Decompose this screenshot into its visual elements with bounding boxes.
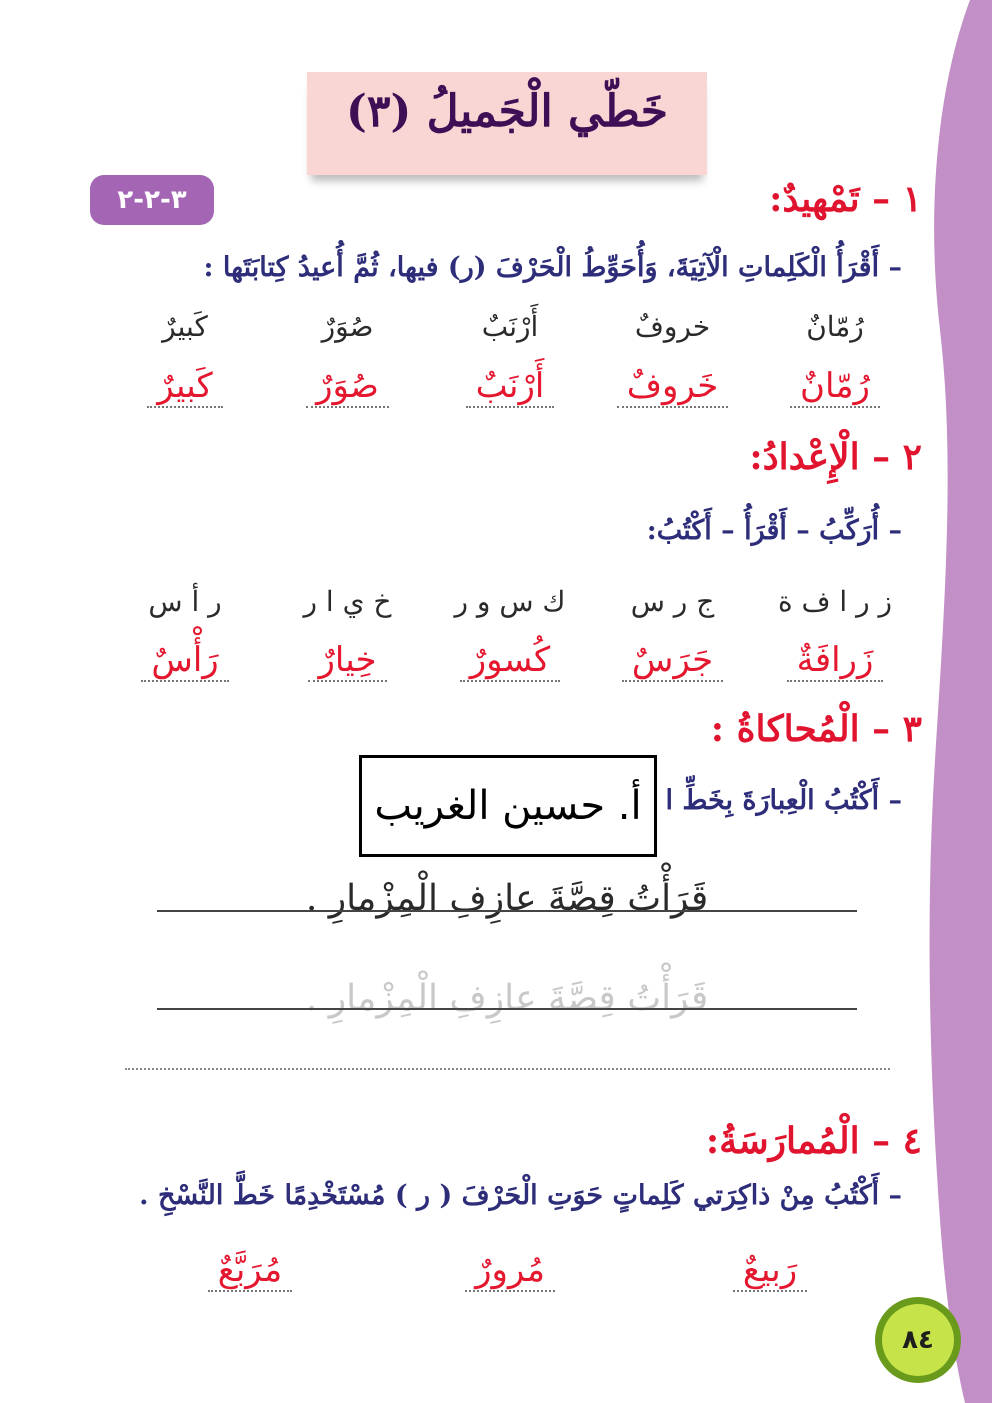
section3-heading: ٣ – الْمُحاكاةُ : (710, 708, 922, 750)
writing-line (157, 910, 857, 912)
print-word: رُمّانٌ (806, 310, 864, 343)
print-word: صُوَرٌ (321, 310, 374, 343)
answer-word: كَبيرٌ (147, 366, 222, 408)
answer-word: أَرْنَبٌ (466, 366, 555, 408)
answer-word: مُرورٌ (465, 1250, 555, 1292)
letter-group: ك س و ر (454, 585, 566, 618)
lesson-code-badge: ٣-٢-٢ (90, 175, 214, 225)
section1-heading: ١ – تَمْهيدٌ: (769, 178, 922, 220)
section1-answer-row (110, 366, 910, 408)
letter-group: ج ر س (630, 585, 715, 618)
page-number: ٨٤ (882, 1304, 954, 1376)
letter-group: خ ي ا ر (303, 585, 392, 618)
print-word: كَبيرٌ (162, 310, 208, 343)
writing-line (157, 1008, 857, 1010)
section1-instruction: – أَقْرَأُ الْكَلِماتِ الْآتِيَةَ، وَأُحَوِّطُ الْحَرْفَ (ر) فيها، ثُمَّ أُعيدُ كِتابَتَها : (203, 252, 902, 283)
section2-answer-row (110, 640, 910, 682)
author-stamp: أ. حسين الغريب (359, 755, 657, 857)
section4-instruction: – أَكْتُبُ مِنْ ذاكِرَتي كَلِماتٍ حَوَتِ الْحَرْفَ ( ر ) مُسْتَخْدِمًا خَطَّ النَّسْخِ . (139, 1180, 902, 1211)
trace-sentence: قَرَأْتُ قِصَّةَ عازِفِ الْمِزْمارِ . (305, 978, 709, 1019)
section2-instruction: – أُرَكِّبُ – أَقْرَأُ – أَكْتُبُ: (646, 515, 902, 546)
answer-word: خَروفٌ (617, 366, 728, 408)
letter-group: ز ر ا ف ة (777, 585, 893, 618)
answer-word: صُوَرٌ (306, 366, 389, 408)
answer-word: رَبيعٌ (733, 1250, 807, 1292)
section1-word-row (110, 310, 910, 343)
section3-instruction: – أَكْتُبُ الْعِبارَةَ بِخَطِّ ا (665, 785, 902, 816)
page-title: خَطّي الْجَميلُ (٣) (346, 86, 668, 137)
dotted-writing-line (125, 1068, 890, 1070)
answer-word: خِيارٌ (308, 640, 386, 682)
section4-answer-row (160, 1250, 860, 1292)
answer-word: رَأْسٌ (141, 640, 228, 682)
answer-word: رُمّانٌ (790, 366, 880, 408)
section4-heading: ٤ – الْمُمارَسَةُ: (705, 1120, 922, 1162)
answer-word: زَرافَةٌ (787, 640, 884, 682)
answer-word: مُرَبَّعٌ (208, 1250, 293, 1292)
answer-word: كُسورٌ (460, 640, 561, 682)
section2-letters-row (110, 585, 910, 618)
answer-word: جَرَسٌ (622, 640, 723, 682)
section2-heading: ٢ – الْإِعْدادُ: (749, 436, 922, 478)
model-sentence: قَرَأْتُ قِصَّةَ عازِفِ الْمِزْمارِ . (305, 878, 709, 919)
print-word: أَرْنَبٌ (481, 310, 539, 343)
letter-group: ر أ س (148, 585, 222, 618)
print-word: خروفٌ (634, 310, 711, 343)
